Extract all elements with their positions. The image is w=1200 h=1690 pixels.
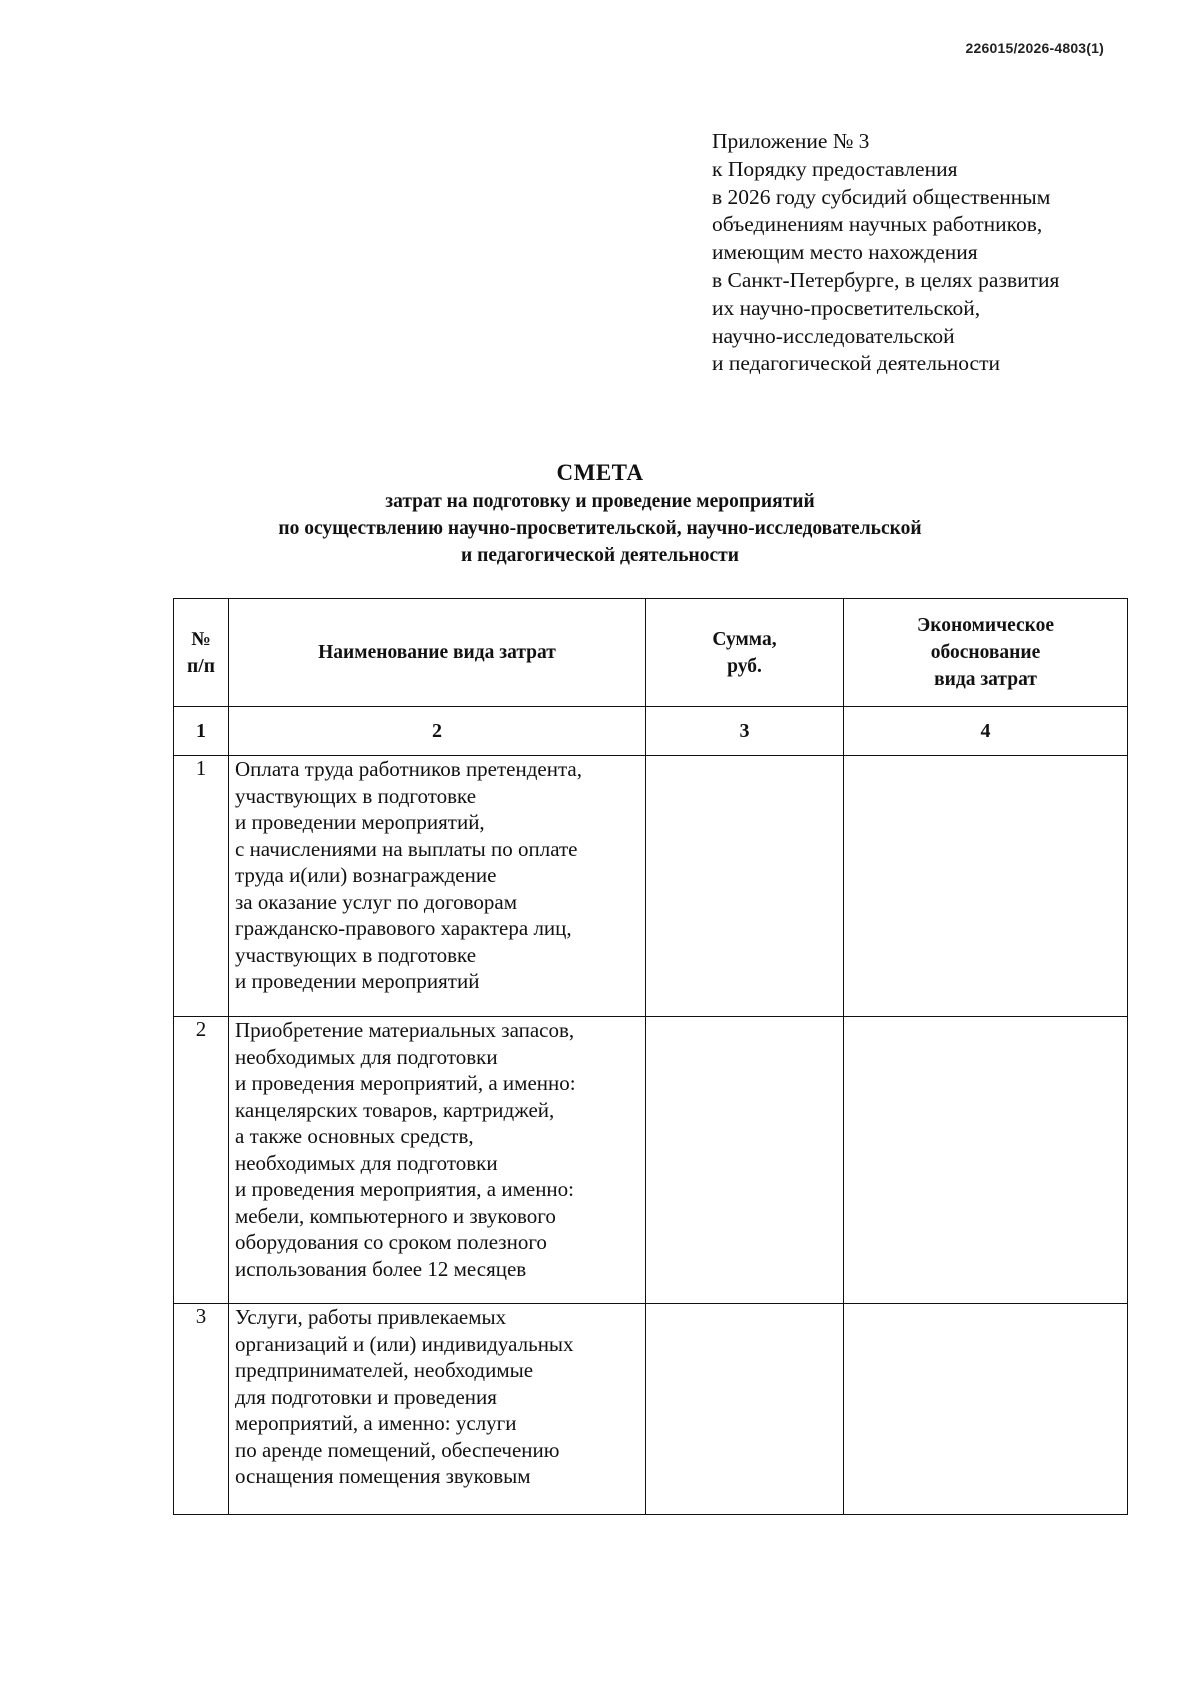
description-line: и проведения мероприятия, а именно: xyxy=(235,1177,575,1201)
appendix-line: в Санкт-Петербурге, в целях развития xyxy=(712,267,1060,292)
title-subtitle-line: по осуществлению научно-просветительской, научно-исследовательской xyxy=(278,518,922,539)
header-justification-line: обоснование xyxy=(930,642,1041,663)
description-line: необходимых для подготовки xyxy=(235,1044,498,1069)
table-row xyxy=(174,1304,1128,1515)
appendix-line: к Порядку предоставления xyxy=(712,156,958,181)
description-line: а также основных средств, xyxy=(235,1124,474,1148)
table-row xyxy=(174,1017,1128,1304)
description-line: за оказание услуг по договорам xyxy=(235,889,518,914)
description-line: предпринимателей, необходимые xyxy=(235,1358,534,1382)
description-line: участвующих в подготовке xyxy=(235,942,477,967)
description-line: мебели, компьютерного и звукового xyxy=(235,1203,556,1228)
appendix-line: Приложение № 3 xyxy=(712,129,870,153)
table-header-row xyxy=(174,599,1128,707)
description-line: оборудования со сроком полезного xyxy=(235,1230,547,1254)
description-line: для подготовки и проведения xyxy=(235,1384,497,1409)
row-description xyxy=(229,756,646,1017)
description-line: и проведении мероприятий xyxy=(235,969,480,993)
column-number: 2 xyxy=(229,707,646,756)
description-line: с начислениями на выплаты по оплате xyxy=(235,836,578,861)
document-id: 226015/2026-4803(1) xyxy=(965,40,1104,56)
table-row xyxy=(174,756,1128,1017)
description-line: по аренде помещений, обеспечению xyxy=(235,1437,560,1462)
description-line: оснащения помещения звуковым xyxy=(235,1464,531,1488)
description-line: труда и(или) вознаграждение xyxy=(235,863,497,887)
document-title xyxy=(0,458,1200,569)
title-main: СМЕТА xyxy=(556,460,644,485)
row-index: 1 xyxy=(174,756,229,1017)
title-subtitle-line: и педагогической деятельности xyxy=(461,545,739,566)
header-name xyxy=(229,599,646,707)
row-sum xyxy=(646,1304,844,1515)
column-number: 3 xyxy=(646,707,844,756)
header-name-line: Наименование вида затрат xyxy=(318,642,556,663)
header-sum xyxy=(646,599,844,707)
appendix-line: объединениям научных работников, xyxy=(712,212,1043,237)
description-line: участвующих в подготовке xyxy=(235,783,477,808)
row-justification xyxy=(844,756,1128,1017)
header-justification xyxy=(844,599,1128,707)
header-sum-line: руб. xyxy=(727,655,762,677)
description-line: и проведения мероприятий, а именно: xyxy=(235,1071,576,1095)
row-sum xyxy=(646,756,844,1017)
row-description xyxy=(229,1017,646,1304)
description-line: и проведении мероприятий, xyxy=(235,810,485,834)
row-description xyxy=(229,1304,646,1515)
title-subtitle-line: затрат на подготовку и проведение мероприятий xyxy=(385,491,815,512)
description-line: необходимых для подготовки xyxy=(235,1150,498,1175)
appendix-line: в 2026 году субсидий общественным xyxy=(712,184,1051,209)
description-line: Услуги, работы привлекаемых xyxy=(235,1305,507,1329)
description-line: организаций и (или) индивидуальных xyxy=(235,1331,574,1356)
appendix-line: имеющим место нахождения xyxy=(712,240,978,265)
row-index: 2 xyxy=(174,1017,229,1304)
header-number xyxy=(174,599,229,707)
appendix-line: научно-исследовательской xyxy=(712,323,955,348)
description-line: канцелярских товаров, картриджей, xyxy=(235,1097,555,1122)
header-sum-line: Сумма, xyxy=(712,628,777,650)
description-line: использования более 12 месяцев xyxy=(235,1256,527,1281)
description-line: Оплата труда работников претендента, xyxy=(235,757,582,781)
header-justification-line: вида затрат xyxy=(934,669,1037,690)
appendix-line: и педагогической деятельности xyxy=(712,351,1000,376)
title-subtitle xyxy=(0,488,1200,569)
header-justification-line: Экономическое xyxy=(916,615,1054,636)
description-line: Приобретение материальных запасов, xyxy=(235,1018,575,1042)
row-sum xyxy=(646,1017,844,1304)
row-index: 3 xyxy=(174,1304,229,1515)
appendix-reference xyxy=(712,128,1132,378)
description-line: гражданско-правового характера лиц, xyxy=(235,916,572,940)
estimate-table xyxy=(173,598,1128,1515)
row-justification xyxy=(844,1304,1128,1515)
column-number: 1 xyxy=(174,707,229,756)
description-line: мероприятий, а именно: услуги xyxy=(235,1411,517,1435)
column-number: 4 xyxy=(844,707,1128,756)
header-number-line: п/п xyxy=(187,655,215,677)
column-number-row xyxy=(174,707,1128,756)
row-justification xyxy=(844,1017,1128,1304)
header-number-line: № xyxy=(191,628,211,650)
appendix-line: их научно-просветительской, xyxy=(712,295,981,320)
